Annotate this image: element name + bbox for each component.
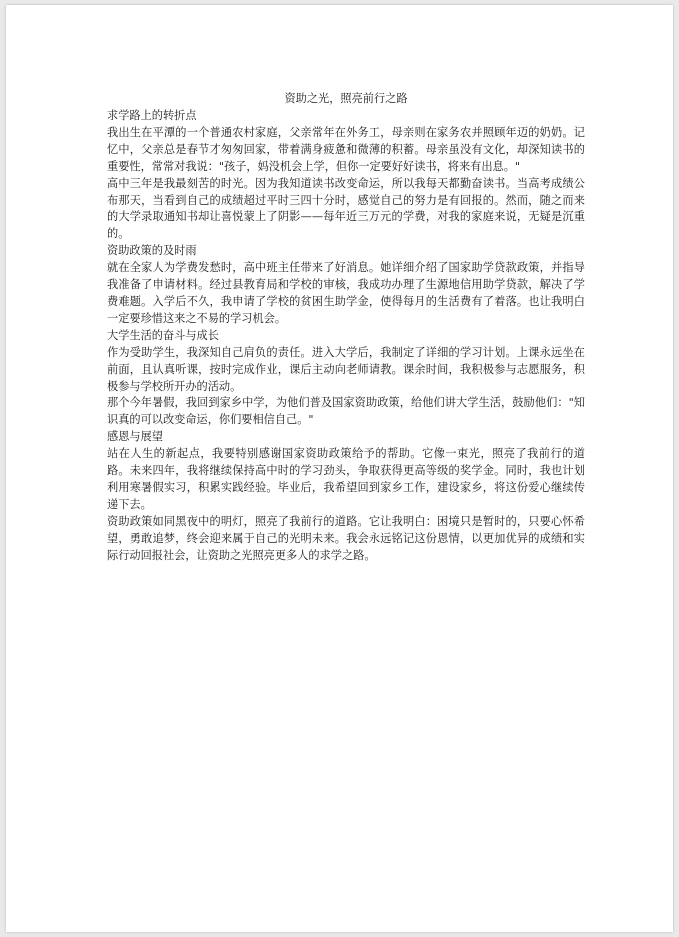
paragraph-closing: 资助政策如同黑夜中的明灯，照亮了我前行的道路。它让我明白：困境只是暂时的，只要心怀希望，勇敢追梦，终会迎来属于自己的光明未来。我会永远铭记这份恩情，以更加优异的成绩和实际行动回报社会，让资助之光照亮更多人的求学之路。	[107, 514, 585, 562]
paragraph-future-plans: 站在人生的新起点，我要特别感谢国家资助政策给予的帮助。它像一束光，照亮了我前行的道路。未来四年，我将继续保持高中时的学习劲头，争取获得更高等级的奖学金。同时，我也计划利用寒暑假实习，积累实践经验。毕业后，我希望回到家乡工作，建设家乡，将这份爱心继续传递下去。	[107, 447, 585, 511]
document-body	[107, 90, 585, 564]
paragraph-family-background: 我出生在平潭的一个普通农村家庭，父亲常年在外务工，母亲则在家务农并照顾年迈的奶奶。记忆中，父亲总是春节才匆匆回家，带着满身疲惫和微薄的积蓄。母亲虽没有文化，却深知读书的重要性，常常对我说："孩子，妈没机会上学，但你一定要好好读书，将来有出息。"	[107, 125, 585, 173]
section-heading-college-life: 大学生活的奋斗与成长	[107, 328, 219, 342]
section-heading-aid-policy: 资助政策的及时雨	[107, 244, 197, 258]
paragraph-loan-application: 就在全家人为学费发愁时，高中班主任带来了好消息。她详细介绍了国家助学贷款政策，并指导我准备了申请材料。经过县教育局和学校的审核，我成功办理了生源地信用助学贷款，解决了学费难题。入学后不久，我申请了学校的贫困生助学金，使得每月的生活费有了着落。也让我明白一定要珍惜这来之不易的学习机会。	[107, 261, 585, 325]
section-heading-turning-point: 求学路上的转折点	[107, 109, 197, 122]
paragraph-summer-outreach: 那个今年暑假，我回到家乡中学，为他们普及国家资助政策，给他们讲大学生活，鼓励他们："知识真的可以改变命运，你们要相信自己。"	[107, 396, 585, 427]
section-heading-gratitude: 感恩与展望	[107, 430, 163, 444]
page-title: 资助之光，照亮前行之路	[284, 92, 408, 105]
paragraph-study-plan: 作为受助学生，我深知自己肩负的责任。进入大学后，我制定了详细的学习计划。上课永远坐在前面，且认真听课，按时完成作业，课后主动向老师请教。课余时间，我积极参与志愿服务，积极参与学校所开办的活动。	[107, 345, 585, 393]
paragraph-high-school: 高中三年是我最刻苦的时光。因为我知道读书改变命运，所以我每天都勤奋读书。当高考成绩公布那天，当看到自己的成绩超过平时三四十分时，感觉自己的努力是有回报的。然而，随之而来的大学录取通知书却让喜悦蒙上了阴影——每年近三万元的学费，对我的家庭来说，无疑是沉重的。	[107, 176, 585, 241]
document-page	[6, 5, 673, 932]
